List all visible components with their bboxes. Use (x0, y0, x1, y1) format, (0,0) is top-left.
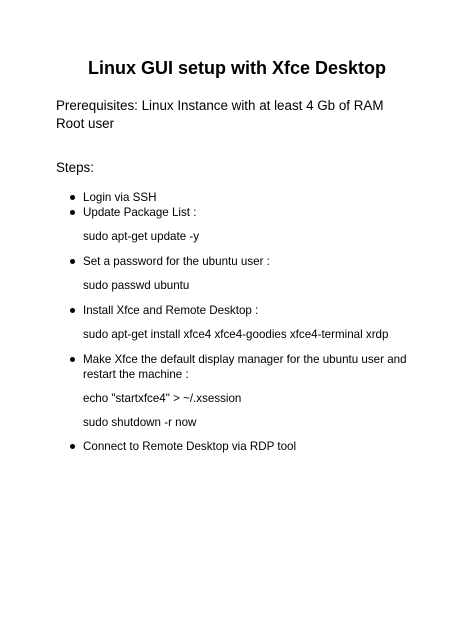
prerequisites-block (56, 97, 383, 133)
step-text: Install Xfce and Remote Desktop : (83, 304, 259, 317)
command-line: echo "startxfce4" > ~/.xsession (83, 392, 242, 405)
bullet-icon (70, 308, 75, 313)
command-line: sudo apt-get update -y (83, 230, 200, 243)
steps-list (56, 190, 426, 454)
bullet-icon (70, 195, 75, 200)
bullet-icon (70, 444, 75, 449)
step-text: Make Xfce the default display manager for the ubuntu user and restart the machine : (83, 353, 407, 381)
bullet-icon (70, 259, 75, 264)
step-text: Login via SSH (83, 191, 157, 204)
list-item (56, 254, 426, 269)
list-item (56, 190, 426, 205)
command-line: sudo apt-get install xfce4 xfce4-goodies xfce4-terminal xrdp (83, 328, 389, 341)
list-item (56, 205, 426, 220)
document-title: Linux GUI setup with Xfce Desktop (87, 58, 387, 78)
prerequisites-line: Prerequisites: Linux Instance with at least 4 Gb of RAM (56, 98, 384, 113)
steps-heading: Steps: (56, 160, 94, 175)
bullet-icon (70, 210, 75, 215)
step-text: Set a password for the ubuntu user : (83, 255, 270, 268)
list-item (56, 303, 426, 318)
step-text: Update Package List : (83, 206, 197, 219)
bullet-icon (70, 357, 75, 362)
list-item (56, 439, 426, 454)
list-item (56, 352, 426, 382)
step-text: Connect to Remote Desktop via RDP tool (83, 440, 297, 453)
root-user-line: Root user (56, 116, 115, 131)
command-line: sudo shutdown -r now (83, 416, 197, 429)
command-line: sudo passwd ubuntu (83, 279, 190, 292)
